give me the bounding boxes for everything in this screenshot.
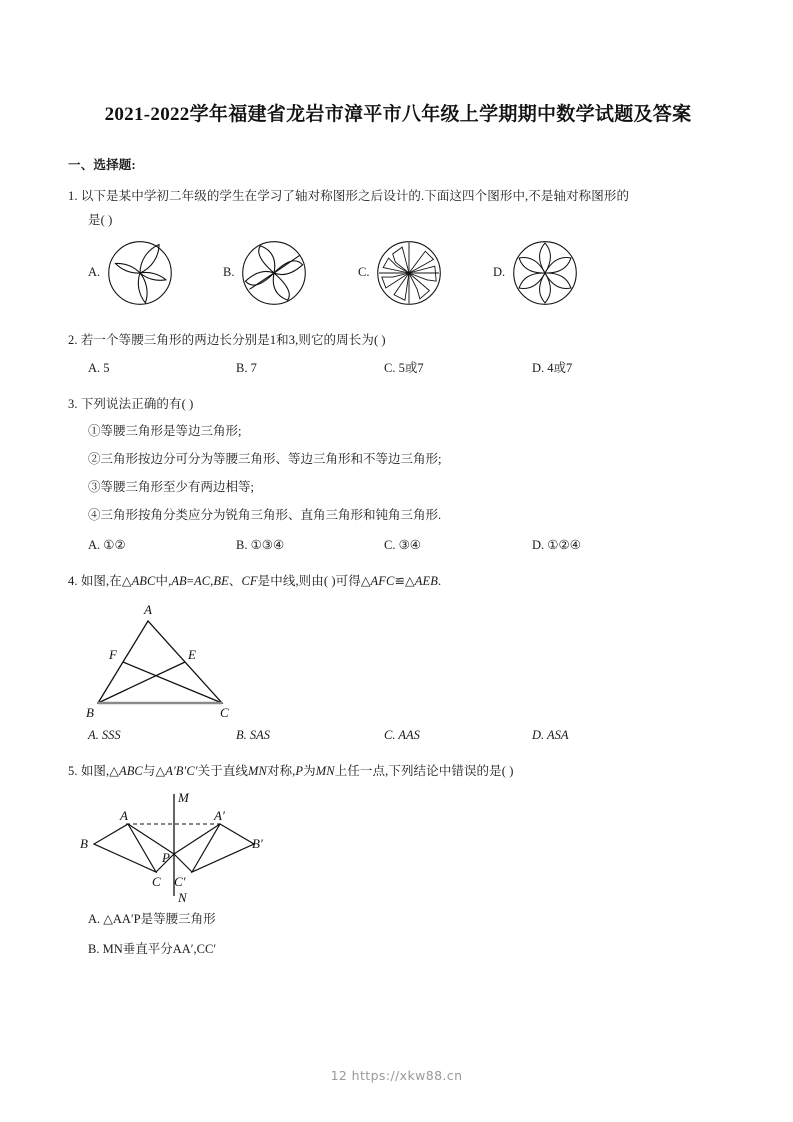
question-4-part-3: =: [186, 574, 194, 589]
question-5-diagram: [76, 786, 728, 904]
question-1-option-a[interactable]: [88, 239, 174, 307]
question-2-text: [68, 328, 728, 352]
question-1-option-d[interactable]: [493, 239, 579, 307]
question-3-statement-1: ①等腰三角形是等边三角形;: [88, 423, 242, 438]
section-heading-choice: 一、选择题:: [68, 158, 136, 173]
label-b-prime: B′: [252, 835, 263, 851]
four-petal-pinwheel-circle-icon: [240, 239, 308, 307]
question-5-line-mn: MN: [248, 764, 267, 779]
question-3-option-a[interactable]: A. ①②: [88, 538, 126, 553]
question-4-seg-ab: AB: [171, 574, 187, 589]
option-a-label: A.: [88, 265, 101, 280]
question-4-number: 4.: [68, 574, 78, 589]
option-d-label: D.: [493, 265, 506, 280]
question-3-statement-3: ③等腰三角形至少有两边相等;: [88, 479, 254, 494]
label-b: B: [86, 705, 94, 720]
question-2-option-b[interactable]: B. 7: [236, 361, 257, 376]
question-5-triangle-abc: ABC: [118, 764, 143, 779]
question-5-part-3: 关于直线: [197, 764, 249, 779]
question-5-option-a-body: △AA′P是等腰三角形: [103, 911, 216, 926]
question-4: [68, 569, 728, 593]
question-2-options: [68, 356, 728, 381]
question-4-part-6: 是中线,则由( )可得△: [257, 574, 371, 589]
question-3-option-c[interactable]: C. ③④: [384, 538, 421, 553]
document-content: [68, 96, 728, 965]
question-4-text: [68, 569, 728, 593]
question-4-seg-be: BE: [213, 574, 229, 589]
question-5-option-a-prefix: A.: [88, 911, 104, 926]
label-e: E: [188, 647, 196, 663]
question-1-figures: [68, 239, 728, 317]
question-5-part-5: 为: [303, 764, 316, 779]
question-1-option-c[interactable]: [358, 239, 443, 307]
question-4-diagram: [76, 597, 728, 719]
axial-symmetry-triangles-icon: [76, 786, 272, 904]
question-4-part-4: ,: [210, 574, 214, 589]
question-1-continuation: 是( ): [88, 213, 113, 228]
label-b: B: [80, 835, 88, 851]
label-f: F: [109, 647, 117, 663]
question-4-part-1: 如图,在△: [80, 574, 132, 589]
question-2: [68, 328, 728, 352]
label-m: M: [178, 789, 189, 805]
question-5-line-mn-2: MN: [315, 764, 335, 779]
question-4-part-7: ≌△: [394, 574, 415, 589]
question-5-option-a[interactable]: [88, 904, 728, 935]
question-3-options: [68, 533, 728, 558]
question-5-option-b-prefix: B.: [88, 942, 103, 957]
question-4-part-5: 、: [228, 574, 242, 589]
question-1-number: 1.: [68, 189, 78, 204]
question-4-option-b[interactable]: B. SAS: [236, 728, 271, 743]
question-3-number: 3.: [68, 397, 78, 412]
question-1-text: [68, 184, 728, 208]
question-4-option-c[interactable]: C. AAS: [384, 728, 420, 743]
three-petal-circle-icon: [106, 239, 174, 307]
question-4-triangle-abc: ABC: [131, 574, 156, 589]
question-5-number: 5.: [68, 764, 78, 779]
question-4-option-d[interactable]: D. ASA: [532, 728, 569, 743]
question-5-triangle-abc-prime: A′B′C′: [165, 764, 198, 779]
question-4-triangle-aeb: AEB: [414, 574, 438, 589]
question-1-option-b[interactable]: [223, 239, 308, 307]
question-3-option-d[interactable]: D. ①②④: [532, 538, 581, 553]
label-a: A: [144, 602, 152, 618]
question-3-statement-2: ②三角形按边分可分为等腰三角形、等边三角形和不等边三角形;: [88, 451, 442, 466]
label-c: C: [152, 873, 161, 889]
question-3-statements: [68, 417, 728, 530]
question-4-triangle-afc: AFC: [370, 574, 395, 589]
six-petal-flower-circle-icon: [511, 239, 579, 307]
question-3-option-b[interactable]: B. ①③④: [236, 538, 285, 553]
question-5-text: [68, 759, 728, 783]
question-5-part-1: 如图,△: [80, 764, 119, 779]
question-2-body: 若一个等腰三角形的两边长分别是1和3,则它的周长为( ): [80, 332, 386, 347]
question-5-option-b[interactable]: [88, 934, 728, 965]
eight-blade-pinwheel-circle-icon: [375, 239, 443, 307]
question-2-option-a[interactable]: A. 5: [88, 361, 110, 376]
question-3-body: 下列说法正确的有( ): [80, 397, 194, 412]
question-4-part-2: 中,: [155, 574, 172, 589]
question-1: [68, 184, 728, 233]
question-2-number: 2.: [68, 332, 78, 347]
page-title: 2021-2022学年福建省龙岩市漳平市八年级上学期期中数学试题及答案: [104, 104, 692, 125]
label-c: C: [220, 705, 229, 720]
question-5-part-4: 对称,: [266, 764, 296, 779]
label-c-prime: C′: [174, 873, 186, 889]
question-5-options: [68, 904, 728, 965]
question-2-option-c[interactable]: C. 5或7: [384, 361, 424, 376]
triangle-abc-medians-icon: [76, 597, 256, 719]
question-4-options: [68, 723, 728, 748]
question-2-option-d[interactable]: D. 4或7: [532, 361, 573, 376]
question-1-body: 以下是某中学初二年级的学生在学习了轴对称图形之后设计的.下面这四个图形中,不是轴对称图形的: [80, 189, 630, 204]
label-p: P: [162, 849, 170, 865]
question-5-part-2: 与△: [142, 764, 166, 779]
question-4-option-a[interactable]: A. SSS: [88, 728, 121, 743]
label-n: N: [178, 889, 187, 904]
option-c-label: C.: [358, 265, 370, 280]
question-4-seg-cf: CF: [241, 574, 258, 589]
label-a-prime: A′: [214, 807, 225, 823]
question-3-statement-4: ④三角形按角分类应分为锐角三角形、直角三角形和钝角三角形.: [88, 507, 442, 522]
question-5-option-b-body: MN垂直平分AA′,CC′: [102, 942, 217, 957]
question-5-point-p: P: [295, 764, 304, 779]
question-3: [68, 392, 728, 416]
page-footer-watermark: 12 https://xkw88.cn: [330, 1068, 463, 1083]
option-b-label: B.: [223, 265, 235, 280]
question-4-part-8: .: [437, 574, 442, 589]
question-4-seg-ac: AC: [193, 574, 211, 589]
question-3-text: [68, 392, 728, 416]
label-a: A: [120, 807, 128, 823]
question-5: [68, 759, 728, 783]
question-5-part-6: 上任一点,下列结论中错误的是( ): [334, 764, 514, 779]
